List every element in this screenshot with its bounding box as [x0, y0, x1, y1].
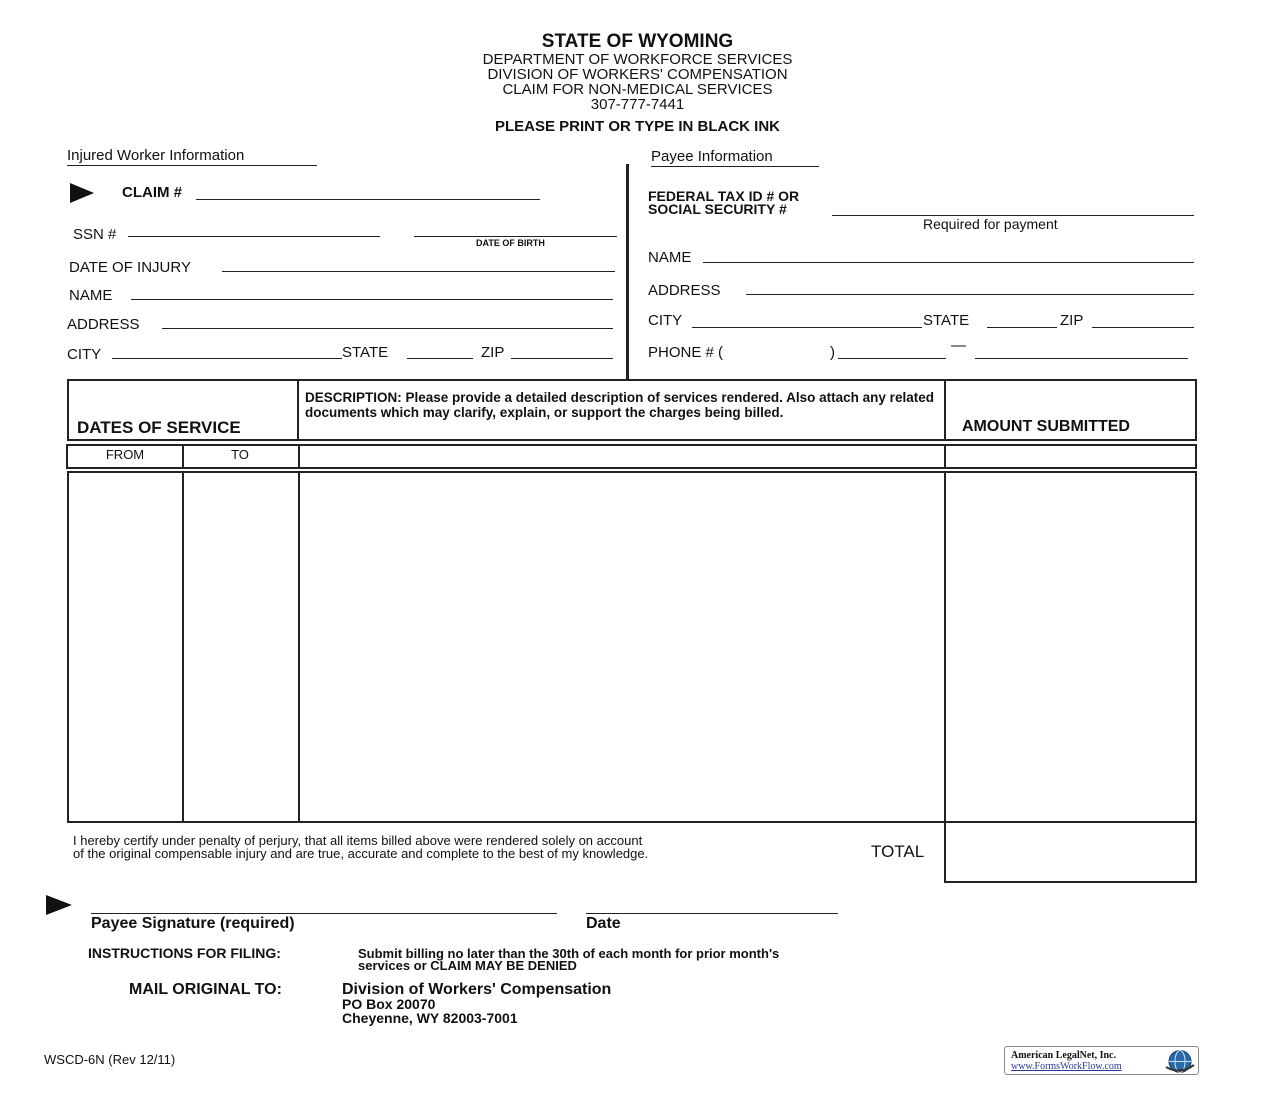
- worker-city-label: CITY: [67, 346, 102, 363]
- worker-state-field[interactable]: [407, 358, 473, 359]
- state-title: STATE OF WYOMING: [541, 31, 734, 52]
- worker-zip-field[interactable]: [511, 358, 613, 359]
- to-label: TO: [231, 447, 249, 462]
- subheader-divider-2: [298, 444, 300, 469]
- mail-line-3: Cheyenne, WY 82003-7001: [342, 1010, 518, 1026]
- certification-line-1: I hereby certify under penalty of perjury, that all items billed above were rendered solely on account: [73, 833, 643, 848]
- filing-label: INSTRUCTIONS FOR FILING:: [88, 945, 281, 961]
- description-header: DESCRIPTION: Please provide a detailed description of services rendered. Also attach any related documents which may clarify, explain, or support the charges being billed.: [305, 390, 934, 420]
- publisher-website[interactable]: www.FormsWorkFlow.com: [1011, 1061, 1122, 1072]
- payee-city-label: CITY: [648, 312, 683, 329]
- from-label: FROM: [105, 447, 145, 462]
- payee-state-field[interactable]: [987, 327, 1057, 328]
- payee-state-label: STATE: [923, 312, 970, 329]
- ssn-field[interactable]: [128, 236, 380, 237]
- form-title: CLAIM FOR NON-MEDICAL SERVICES: [502, 81, 773, 98]
- mail-line-2: PO Box 20070: [342, 996, 436, 1012]
- phone-close-paren: ): [830, 344, 835, 361]
- ssn-label: SSN #: [73, 226, 117, 243]
- claim-label: CLAIM #: [122, 184, 182, 201]
- total-field[interactable]: [944, 821, 1197, 883]
- claim-arrow-icon: [70, 183, 94, 203]
- form-number: WSCD-6N (Rev 12/11): [44, 1052, 176, 1067]
- payee-zip-label: ZIP: [1060, 312, 1084, 329]
- filing-text-line-1: Submit billing no later than the 30th of each month for prior month's: [358, 946, 780, 961]
- publisher-badge[interactable]: [1004, 1046, 1199, 1075]
- dob-field[interactable]: [414, 236, 617, 237]
- date-field[interactable]: [586, 913, 838, 914]
- payee-name-field[interactable]: [703, 262, 1194, 263]
- phone-label: PHONE # (: [648, 344, 724, 361]
- worker-name-field[interactable]: [131, 299, 613, 300]
- subheader-divider-3: [944, 444, 946, 469]
- print-instruction: PLEASE PRINT OR TYPE IN BLACK INK: [494, 118, 781, 135]
- total-label: TOTAL: [871, 842, 925, 861]
- phone-dash: —: [951, 337, 966, 354]
- amount-header: AMOUNT SUBMITTED: [962, 418, 1130, 435]
- phone-number-field[interactable]: [975, 358, 1188, 359]
- required-note: Required for payment: [923, 216, 1058, 232]
- worker-zip-label: ZIP: [481, 344, 505, 361]
- division-name: DIVISION OF WORKERS' COMPENSATION: [487, 66, 788, 83]
- payee-name-label: NAME: [648, 249, 692, 266]
- tax-id-label-2: SOCIAL SECURITY #: [648, 201, 787, 217]
- doi-label: DATE OF INJURY: [69, 259, 191, 276]
- signature-arrow-icon: [46, 895, 72, 915]
- claim-field[interactable]: [196, 199, 540, 200]
- date-label: Date: [586, 915, 621, 932]
- payee-address-field[interactable]: [746, 294, 1194, 295]
- worker-state-label: STATE: [342, 344, 389, 361]
- section-divider: [626, 164, 629, 380]
- header-divider-2: [944, 379, 946, 441]
- signature-label: Payee Signature (required): [91, 915, 295, 932]
- publisher-name: American LegalNet, Inc.: [1011, 1050, 1116, 1061]
- payee-zip-field[interactable]: [1092, 327, 1194, 328]
- payee-city-field[interactable]: [692, 327, 922, 328]
- worker-city-field[interactable]: [112, 358, 342, 359]
- service-entries: [67, 471, 1197, 823]
- dob-label: DATE OF BIRTH: [476, 238, 545, 248]
- worker-address-label: ADDRESS: [67, 316, 140, 333]
- from-column[interactable]: [182, 471, 184, 823]
- description-column[interactable]: [944, 471, 946, 823]
- worker-address-field[interactable]: [162, 328, 613, 329]
- phone-number: 307-777-7441: [590, 96, 685, 113]
- tax-id-label-1: FEDERAL TAX ID # OR: [648, 188, 800, 204]
- mail-label: MAIL ORIGINAL TO:: [129, 981, 282, 998]
- signature-field[interactable]: [91, 913, 557, 914]
- department-name: DEPARTMENT OF WORKFORCE SERVICES: [482, 51, 793, 68]
- to-column[interactable]: [298, 471, 300, 823]
- phone-exchange-field[interactable]: [838, 358, 946, 359]
- worker-name-label: NAME: [69, 287, 113, 304]
- doi-field[interactable]: [222, 271, 615, 272]
- mail-line-1: Division of Workers' Compensation: [342, 981, 612, 998]
- dates-header: DATES OF SERVICE: [77, 418, 241, 437]
- filing-text-line-2: services or CLAIM MAY BE DENIED: [358, 958, 577, 973]
- worker-section-title: Injured Worker Information: [67, 147, 317, 166]
- payee-address-label: ADDRESS: [648, 282, 721, 299]
- certification-line-2: of the original compensable injury and are true, accurate and complete to the best of my knowledge.: [73, 846, 649, 861]
- payee-section-title: Payee Information: [651, 148, 819, 167]
- globe-icon: [1163, 1049, 1197, 1074]
- header-divider-1: [297, 379, 299, 441]
